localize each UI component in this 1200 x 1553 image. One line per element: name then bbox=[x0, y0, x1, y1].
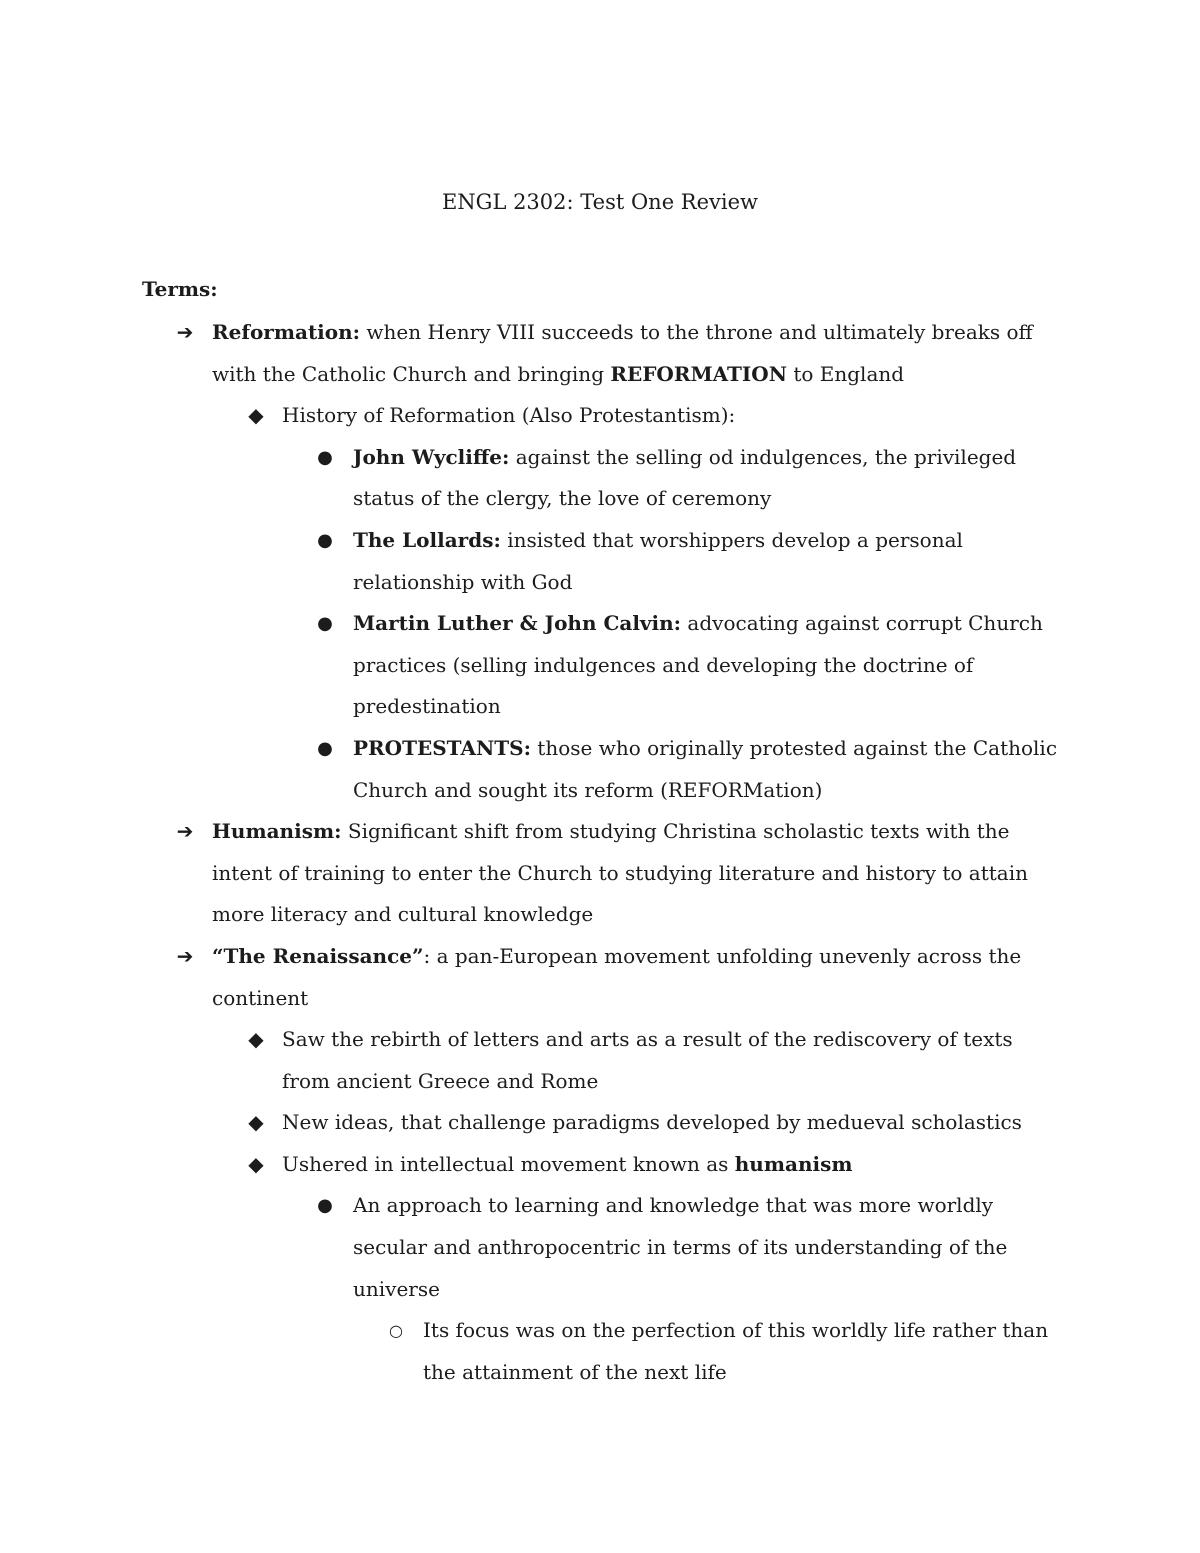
outline-item bbox=[0, 437, 1200, 520]
circle-bullet-icon: ○ bbox=[389, 1321, 403, 1341]
term-description: Significant shift from studying Christina scholastic texts with the intent of training to enter the Church to studying literature and history to attain more literacy and cultural knowledge bbox=[212, 819, 1028, 927]
section-label-terms: Terms: bbox=[142, 277, 218, 301]
outline-item-text bbox=[353, 603, 1063, 728]
outline-item bbox=[0, 936, 1200, 1019]
arrow-bullet-icon: ➔ bbox=[176, 943, 194, 968]
outline-item bbox=[0, 312, 1200, 395]
disc-bullet-icon: ● bbox=[317, 446, 333, 468]
term-description: New ideas, that challenge paradigms developed by medueval scholastics bbox=[282, 1110, 1022, 1135]
term-description: An approach to learning and knowledge that was more worldly secular and anthropocentric in terms of its understanding of the universe bbox=[353, 1193, 1008, 1301]
outline-item-text bbox=[353, 728, 1063, 811]
outline-item bbox=[0, 1019, 1200, 1102]
outline-item bbox=[0, 1185, 1200, 1310]
term-description: Saw the rebirth of letters and arts as a result of the rediscovery of texts from ancient Greece and Rome bbox=[282, 1027, 1013, 1093]
term-label: Martin Luther & John Calvin: bbox=[353, 611, 682, 636]
term-description: History of Reformation (Also Protestantism): bbox=[282, 403, 736, 428]
arrow-bullet-icon: ➔ bbox=[176, 320, 194, 344]
outline-item bbox=[0, 728, 1200, 811]
outline-item bbox=[0, 603, 1200, 728]
outline-item-text bbox=[353, 1185, 1063, 1310]
outline-item bbox=[0, 1144, 1200, 1186]
diamond-bullet-icon: ◆ bbox=[248, 1151, 264, 1176]
term-label: Reformation: bbox=[212, 320, 361, 344]
outline-list bbox=[0, 312, 1200, 1393]
term-label: PROTESTANTS: bbox=[353, 735, 531, 760]
emphasized-word: humanism bbox=[734, 1151, 853, 1176]
disc-bullet-icon: ● bbox=[317, 737, 333, 759]
term-description: advocating against corrupt Church practices (selling indulgences and developing the doctrine of predestination bbox=[353, 611, 1043, 719]
outline-item bbox=[0, 1310, 1200, 1393]
term-label: John Wycliffe: bbox=[353, 444, 510, 469]
term-description: Its focus was on the perfection of this worldly life rather than the attainment of the next life bbox=[423, 1318, 1049, 1384]
term-description: Ushered in intellectual movement known as bbox=[282, 1151, 735, 1176]
term-description: when Henry VIII succeeds to the throne and ultimately breaks off with the Catholic Church and bringing bbox=[212, 320, 1033, 386]
outline-item-text bbox=[282, 1102, 1062, 1144]
term-description: : a pan-European movement unfolding unevenly across the continent bbox=[212, 943, 1022, 1010]
page-title: ENGL 2302: Test One Review bbox=[441, 190, 759, 214]
term-label: “The Renaissance” bbox=[212, 943, 424, 968]
outline-item bbox=[0, 1102, 1200, 1144]
disc-bullet-icon: ● bbox=[317, 529, 333, 551]
outline-item bbox=[0, 520, 1200, 603]
outline-item bbox=[0, 811, 1200, 936]
outline-item-text bbox=[212, 936, 1062, 1019]
diamond-bullet-icon: ◆ bbox=[248, 403, 264, 428]
arrow-bullet-icon: ➔ bbox=[176, 819, 194, 844]
disc-bullet-icon: ● bbox=[317, 1195, 333, 1217]
outline-item-text bbox=[353, 437, 1063, 520]
term-description: against the selling od indulgences, the privileged status of the clergy, the love of ceremony bbox=[353, 444, 1017, 511]
diamond-bullet-icon: ◆ bbox=[248, 1110, 264, 1135]
term-label: Humanism: bbox=[212, 819, 342, 844]
term-description: insisted that worshippers develop a personal relationship with God bbox=[353, 527, 963, 594]
outline-item bbox=[0, 395, 1200, 437]
outline-item-text bbox=[212, 312, 1062, 395]
emphasized-word: REFORMATION bbox=[610, 361, 787, 386]
outline-item-text bbox=[423, 1310, 1063, 1393]
term-description: those who originally protested against the Catholic Church and sought its reform (REFORMation) bbox=[353, 735, 1058, 802]
term-description-tail: to England bbox=[786, 361, 905, 386]
term-label: The Lollards: bbox=[353, 527, 501, 552]
diamond-bullet-icon: ◆ bbox=[248, 1027, 264, 1052]
disc-bullet-icon: ● bbox=[317, 613, 333, 635]
outline-item-text bbox=[212, 811, 1062, 936]
outline-item-text bbox=[282, 1144, 1062, 1186]
outline-item-text bbox=[282, 1019, 1062, 1102]
outline-item-text bbox=[282, 395, 1062, 437]
outline-item-text bbox=[353, 520, 1063, 603]
